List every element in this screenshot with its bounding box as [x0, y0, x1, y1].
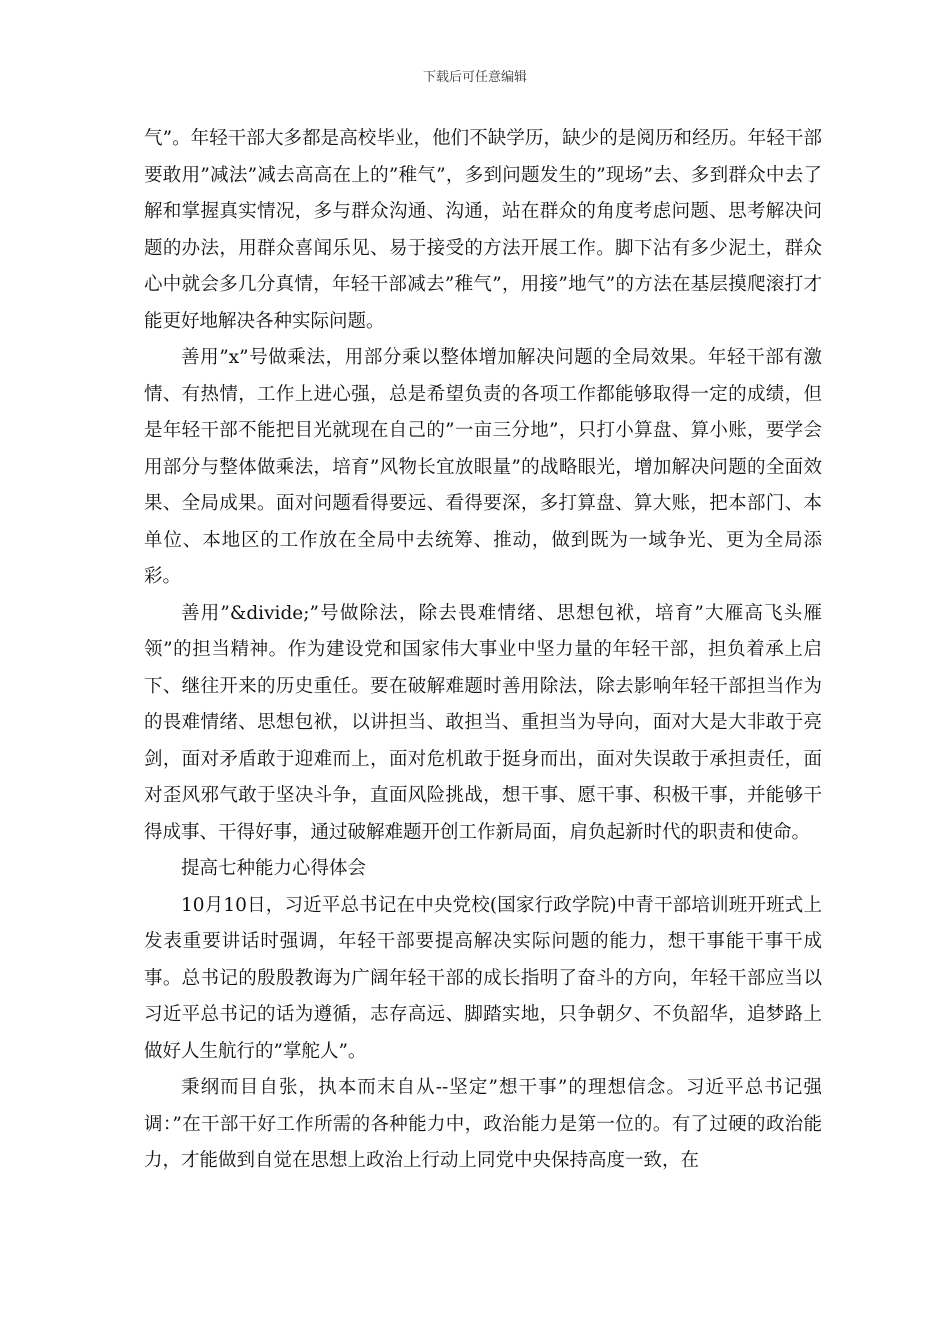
document-body: [144, 121, 822, 1180]
page-header: 下载后可任意编辑: [422, 70, 527, 85]
paragraph-4: 10月10日，习近平总书记在中央党校(国家行政学院)中青干部培训班开班式上发表重要讲话时强调，年轻干部要提高解决实际问题的能力，想干事能干事干成事。总书记的殷殷教诲为广阔年轻干部的成长指明了奋斗的方向，年轻干部应当以习近平总书记的话为遵循，志存高远、脚踏实地，只争朝夕、不负韶华，追梦路上做好人生航行的”掌舵人”。: [144, 894, 822, 1062]
paragraph-2: 善用”x”号做乘法，用部分乘以整体增加解决问题的全局效果。年轻干部有激情、有热情，工作上进心强，总是希望负责的各项工作都能够取得一定的成绩，但是年轻干部不能把目光就现在自己的”一亩三分地”，只打小算盘、算小账，要学会用部分与整体做乘法，培育”风物长宜放眼量”的战略眼光，增加解决问题的全面效果、全局成果。面对问题看得要远、看得要深，多打算盘、算大账，把本部门、本单位、本地区的工作放在全局中去统筹、推动，做到既为一域争光、更为全局添彩。: [144, 347, 822, 587]
paragraph-1: 气”。年轻干部大多都是高校毕业，他们不缺学历，缺少的是阅历和经历。年轻干部要敢用”减法”减去高高在上的”稚气”，多到问题发生的”现场”去、多到群众中去了解和掌握真实情况，多与群众沟通、沟通，站在群众的角度考虑问题、思考解决问题的办法，用群众喜闻乐见、易于接受的方法开展工作。脚下沾有多少泥土，群众心中就会多几分真情，年轻干部减去”稚气”，用接”地气”的方法在基层摸爬滚打才能更好地解决各种实际问题。: [144, 128, 822, 332]
paragraph-3: 善用”&divide;”号做除法，除去畏难情绪、思想包袱，培育”大雁高飞头雁领”的担当精神。作为建设党和国家伟大事业中坚力量的年轻干部，担负着承上启下、继往开来的历史重任。要在破解难题时善用除法，除去影响年轻干部担当作为的畏难情绪、思想包袱，以讲担当、敢担当、重担当为导向，面对大是大非敢于亮剑，面对矛盾敢于迎难而上，面对危机敢于挺身而出，面对失误敢于承担责任，面对歪风邪气敢于坚决斗争，直面风险挑战，想干事、愿干事、积极干事，并能够干得成事、干得好事，通过破解难题开创工作新局面，肩负起新时代的职责和使命。: [144, 602, 822, 843]
section-heading: 提高七种能力心得体会: [181, 858, 367, 879]
paragraph-5: 秉纲而目自张，执本而末自从--坚定”想干事”的理想信念。习近平总书记强调：”在干部干好工作所需的各种能力中，政治能力是第一位的。有了过硬的政治能力，才能做到自觉在思想上政治上行动上同党中央保持高度一致，在: [144, 1077, 822, 1171]
